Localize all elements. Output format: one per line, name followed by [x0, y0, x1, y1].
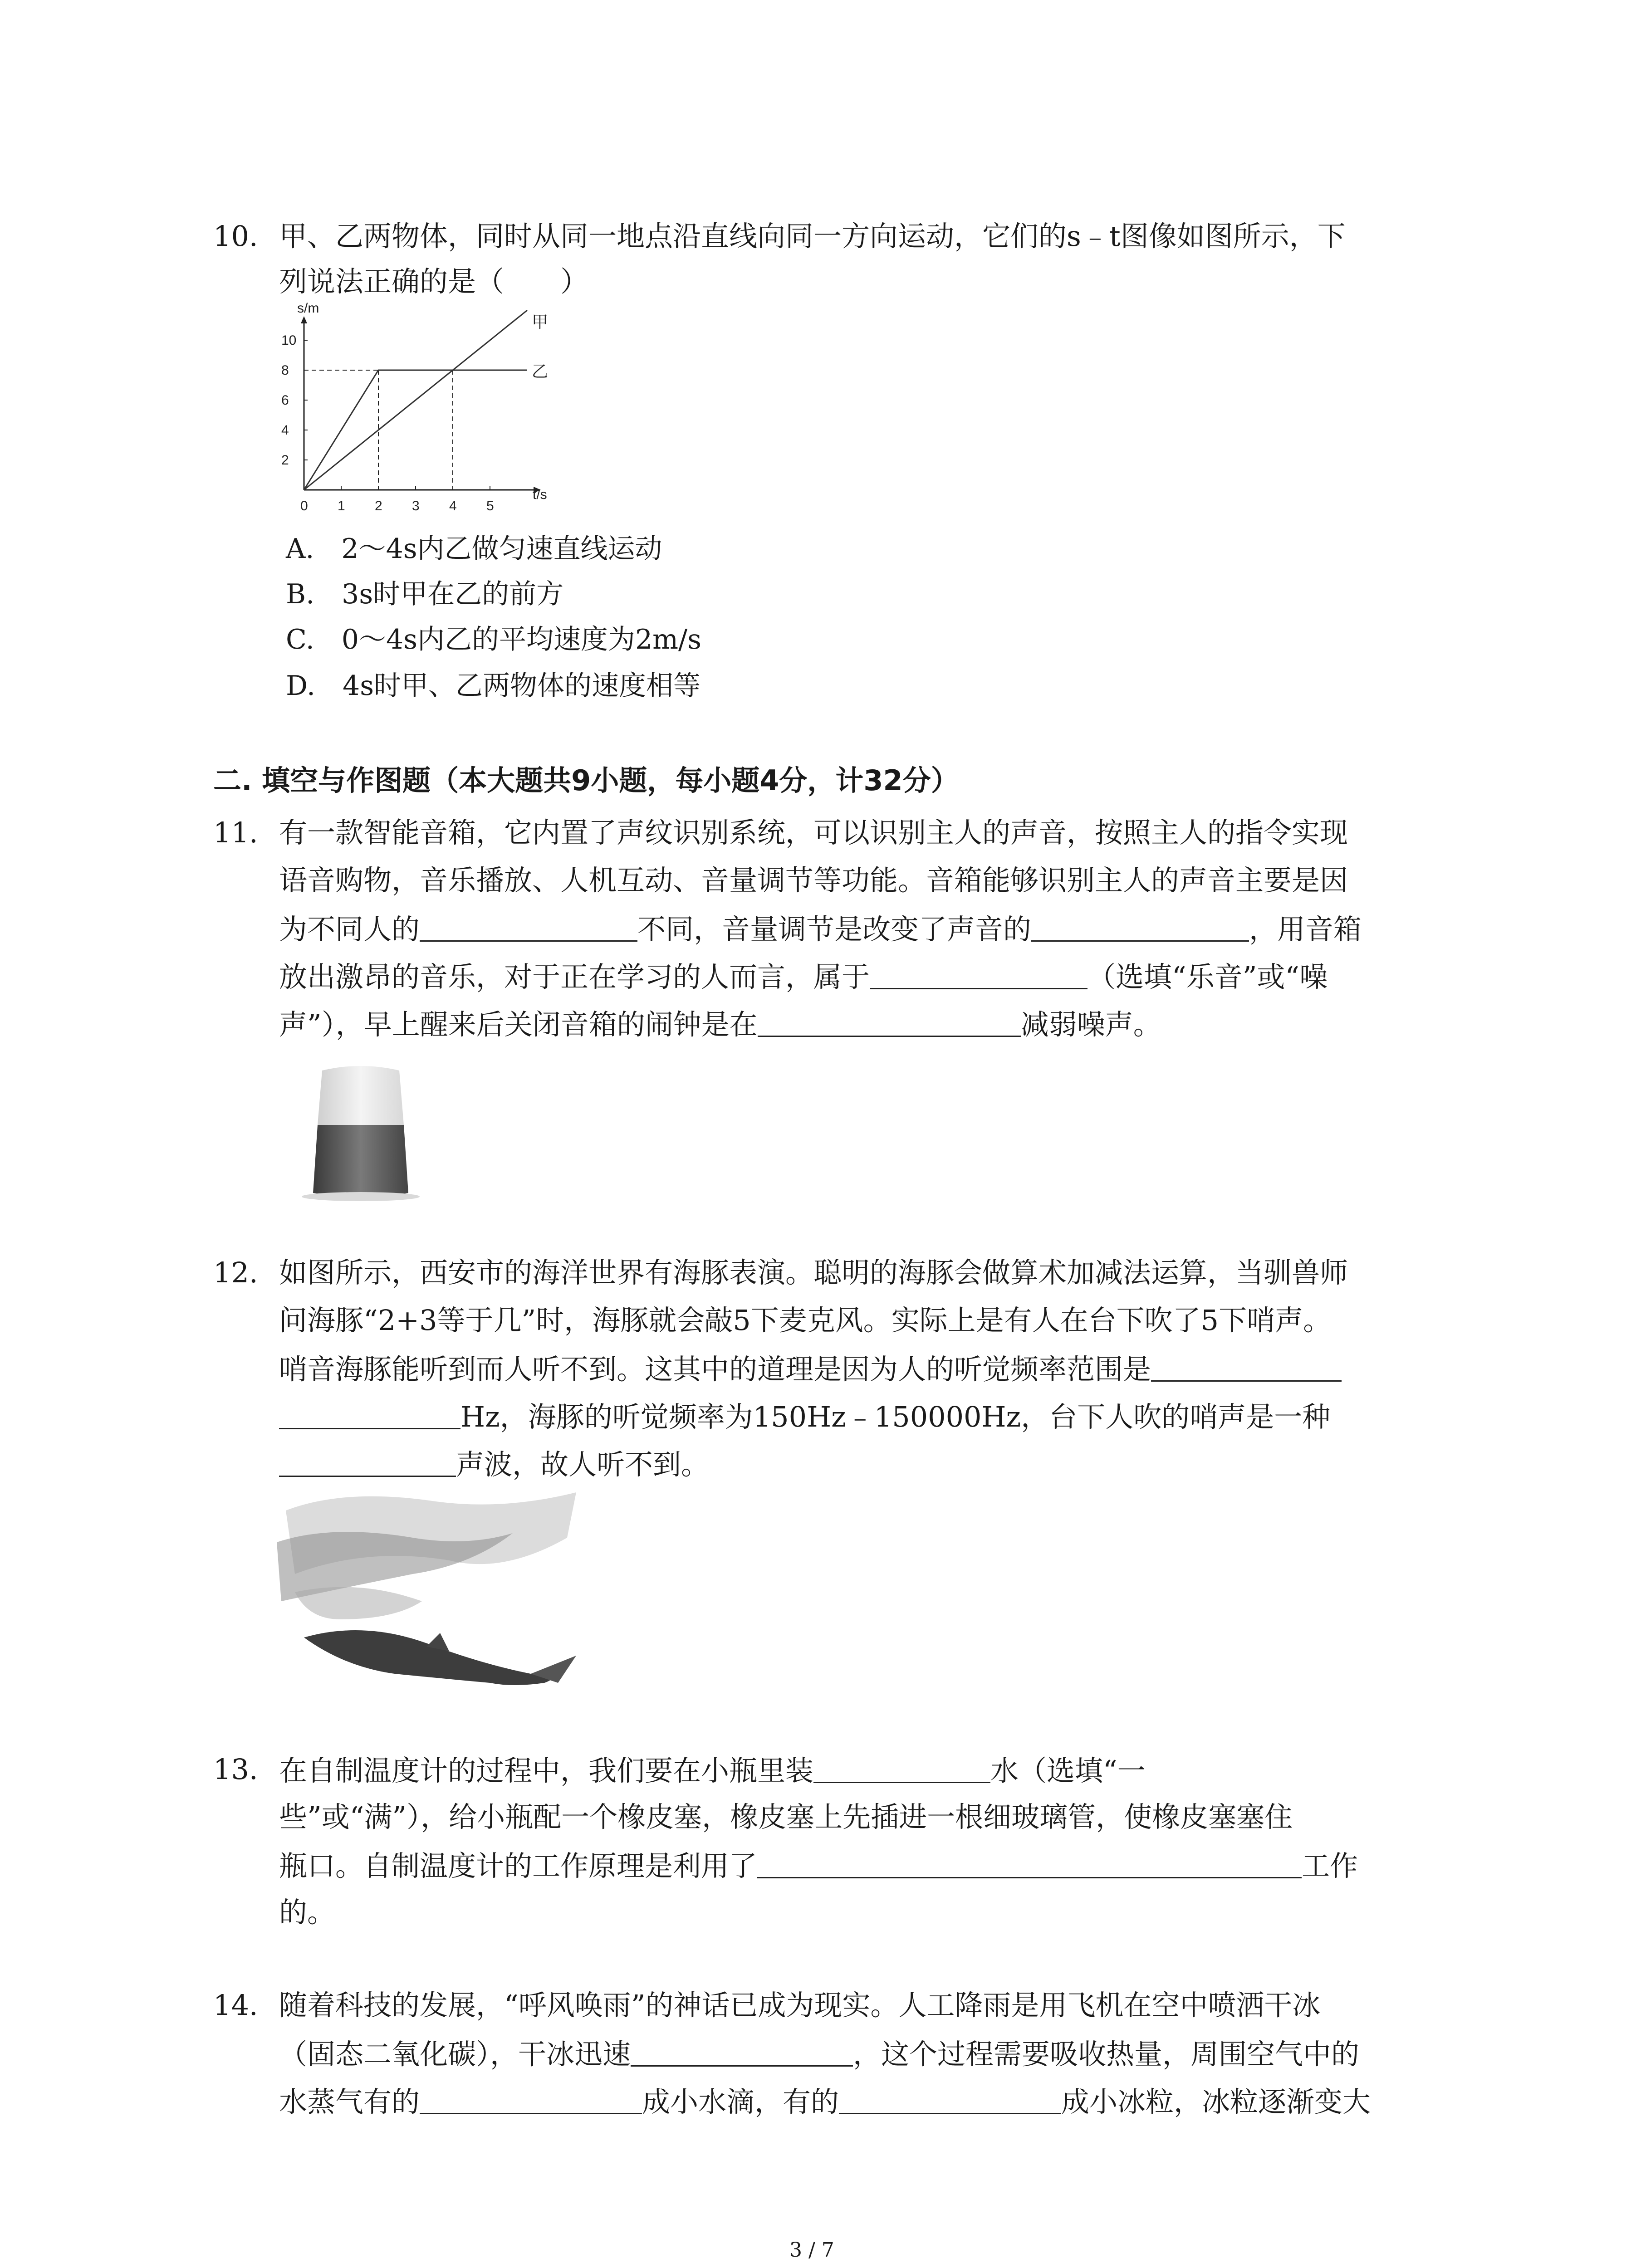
question-number: 12. [213, 1256, 258, 1289]
y-tick-label: 10 [281, 333, 297, 348]
text-segment: ，用音箱 [1249, 913, 1362, 946]
x-tick-label: 3 [412, 499, 420, 513]
y-tick-label: 8 [281, 363, 289, 378]
question-text [279, 1402, 1330, 1431]
answer-blank[interactable] [420, 914, 637, 942]
text-segment: 声”），早上醒来后关闭音箱的闹钟是在 [279, 1008, 758, 1041]
question-text: 随着科技的发展，“呼风唤雨”的神话已成为现实。人工降雨是用飞机在空中喷洒干冰 [279, 1989, 1321, 2022]
text-segment: 工作 [1302, 1849, 1358, 1882]
question-text [279, 2087, 1371, 2116]
answer-blank[interactable] [813, 1755, 990, 1783]
question-text [279, 1353, 1342, 1386]
question-text: 语音购物，音乐播放、人机互动、音量调节等功能。音箱能够识别主人的声音主要是因 [279, 864, 1348, 897]
option-a: A. 2～4s内乙做匀速直线运动 [286, 533, 662, 565]
x-tick-label: 4 [449, 499, 457, 513]
question-text [279, 913, 1362, 946]
text-segment: 为不同人的 [279, 913, 420, 946]
series-label: 甲 [532, 313, 549, 331]
question-text: 有一款智能音箱，它内置了声纹识别系统，可以识别主人的声音，按照主人的指令实现 [279, 816, 1348, 849]
series-label: 乙 [532, 362, 549, 381]
question-text [279, 1449, 709, 1479]
text-segment: 哨音海豚能听到而人听不到。这其中的道理是因为人的听觉频率范围是 [279, 1353, 1151, 1386]
question-text [279, 962, 1327, 991]
x-tick-label: 1 [338, 499, 345, 513]
answer-blank[interactable] [757, 1851, 1302, 1878]
y-axis-arrow [301, 316, 307, 323]
series-line-2 [304, 370, 527, 490]
dolphin-image [277, 1483, 585, 1710]
text-segment: 不同，音量调节是改变了声音的 [637, 913, 1032, 946]
text-segment: 成小冰粒，冰粒逐渐变大 [1061, 2085, 1371, 2118]
y-axis-label: s/m [297, 301, 319, 316]
x-axis-label: t/s [533, 487, 547, 502]
question-text: 甲、乙两物体，同时从同一地点沿直线向同一方向运动，它们的s﹣t图像如图所示，下 [279, 220, 1346, 253]
option-b: B. 3s时甲在乙的前方 [286, 578, 564, 610]
question-text: 问海豚“2+3等于几”时，海豚就会敲5下麦克风。实际上是有人在台下吹了5下哨声。 [279, 1304, 1332, 1337]
x-tick-label: 5 [486, 499, 494, 513]
text-segment: （固态二氧化碳），干冰迅速 [279, 2038, 631, 2071]
question-number: 11. [213, 816, 258, 849]
section-title: 二. 填空与作图题（本大题共9小题，每小题4分，计32分） [213, 764, 959, 797]
option-d: D. 4s时甲、乙两物体的速度相等 [286, 670, 701, 702]
answer-blank[interactable] [279, 1402, 460, 1429]
question-text [279, 1755, 1146, 1785]
text-segment: 水（选填“一 [990, 1754, 1146, 1787]
y-tick-label: 6 [281, 393, 289, 408]
answer-blank[interactable] [279, 1449, 456, 1477]
answer-blank[interactable] [870, 962, 1087, 989]
s-t-chart [272, 301, 554, 522]
page-number: 3 / 7 [789, 2239, 834, 2262]
text-segment: 在自制温度计的过程中，我们要在小瓶里装 [279, 1754, 814, 1787]
question-text [279, 1009, 1161, 1039]
question-text: 的。 [279, 1896, 336, 1929]
x-tick-label: 0 [300, 499, 308, 513]
question-number: 14. [213, 1989, 258, 2022]
answer-blank[interactable] [631, 2039, 853, 2067]
question-text: 列说法正确的是（ ） [279, 265, 589, 298]
question-text [279, 1851, 1358, 1880]
option-c: C. 0～4s内乙的平均速度为2m/s [286, 624, 702, 655]
x-tick-label: 2 [375, 499, 382, 513]
answer-blank[interactable] [1151, 1354, 1342, 1382]
text-segment: Hz，海豚的听觉频率为150Hz﹣150000Hz，台下人吹的哨声是一种 [460, 1400, 1331, 1433]
y-tick-label: 4 [281, 423, 289, 438]
text-segment: 减弱噪声。 [1020, 1008, 1161, 1041]
question-number: 13. [213, 1753, 258, 1786]
question-number: 10. [213, 220, 258, 253]
text-segment: 水蒸气有的 [279, 2085, 420, 2118]
text-segment: 放出激昂的音乐，对于正在学习的人而言，属于 [279, 960, 870, 993]
answer-blank[interactable] [758, 1009, 1021, 1037]
text-segment: （选填“乐音”或“噪 [1087, 960, 1328, 993]
answer-blank[interactable] [1031, 914, 1249, 942]
question-text: 如图所示，西安市的海洋世界有海豚表演。聪明的海豚会做算术加减法运算，当驯兽师 [279, 1256, 1348, 1289]
text-segment: 声波，故人听不到。 [456, 1448, 710, 1481]
text-segment: 成小水滴，有的 [642, 2085, 839, 2118]
question-text [279, 2038, 1360, 2071]
question-text: 些”或“满”），给小瓶配一个橡皮塞，橡皮塞上先插进一根细玻璃管，使橡皮塞塞住 [279, 1800, 1293, 1833]
answer-blank[interactable] [420, 2087, 642, 2114]
smart-speaker-image [272, 1061, 422, 1207]
text-segment: 瓶口。自制温度计的工作原理是利用了 [279, 1849, 758, 1882]
answer-blank[interactable] [839, 2087, 1061, 2114]
text-segment: ，这个过程需要吸收热量，周围空气中的 [853, 2038, 1360, 2071]
series-line-1 [304, 310, 527, 490]
y-tick-label: 2 [281, 453, 289, 468]
